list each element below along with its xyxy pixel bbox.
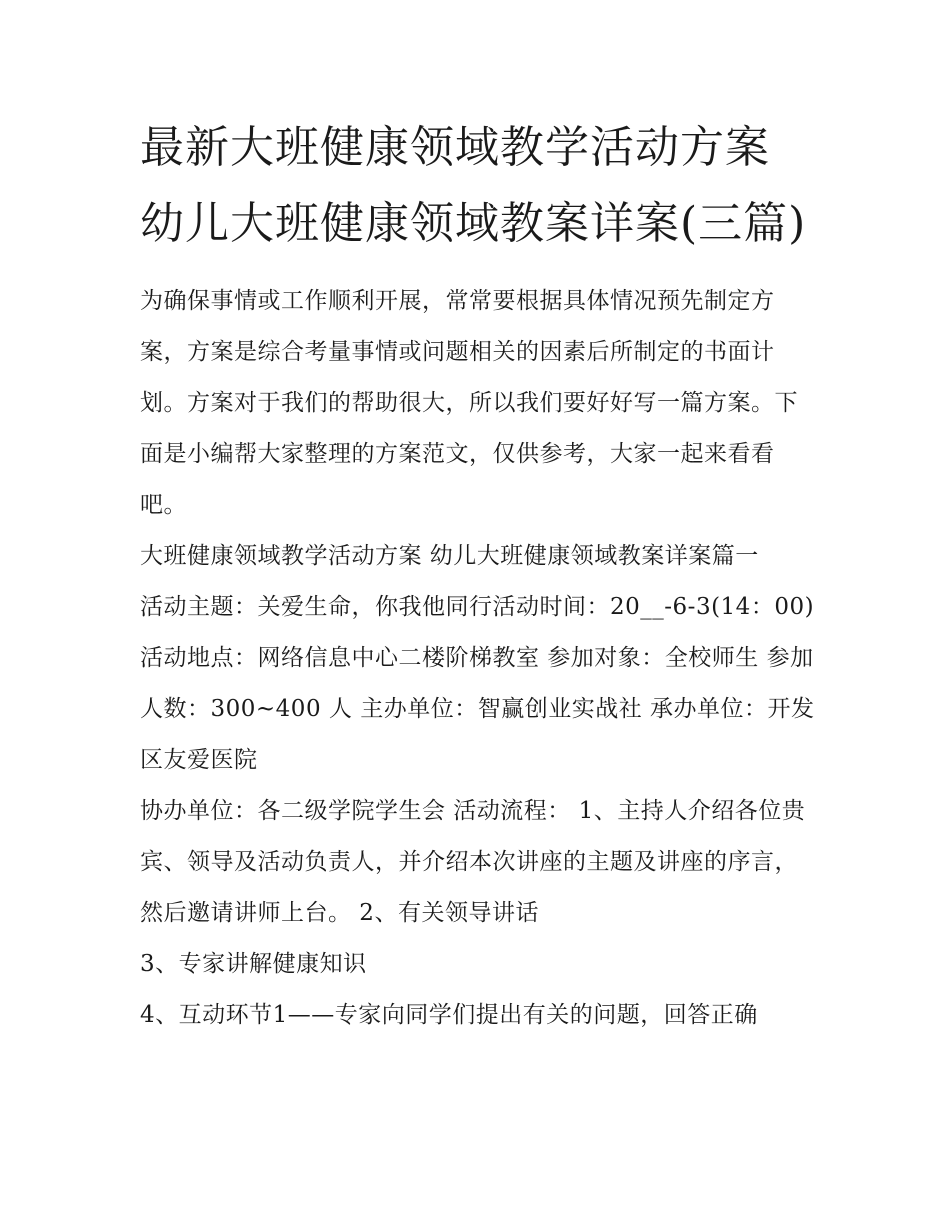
process-step-3: 3、专家讲解健康知识 (140, 951, 367, 977)
document-body (140, 110, 820, 1041)
activity-details-paragraph: 活动主题：关爱生命，你我他同行活动时间：20__-6-3(14：00)活动地点：网络信息中心二楼阶梯教室 参加对象：全校师生 参加人数：300~400 人 主办单位：智赢创业实战社 承办单位：开发区友爱医院 (140, 594, 815, 773)
section-heading: 大班健康领域教学活动方案 幼儿大班健康领域教案详案篇一 (140, 543, 759, 569)
document-title: 最新大班健康领域教学活动方案 幼儿大班健康领域教案详案(三篇) (140, 122, 807, 249)
activity-process-paragraph: 协办单位：各二级学院学生会 活动流程： 1、主持人介绍各位贵宾、领导及活动负责人，并介绍本次讲座的主题及讲座的序言，然后邀请讲师上台。 2、有关领导讲话 (140, 798, 806, 926)
intro-paragraph: 为确保事情或工作顺利开展，常常要根据具体情况预先制定方案，方案是综合考量事情或问题相关的因素后所制定的书面计划。方案对于我们的帮助很大，所以我们要好好写一篇方案。下面是小编帮大家整理的方案范文，仅供参考，大家一起来看看吧。 (140, 288, 798, 518)
process-step-4: 4、互动环节1——专家向同学们提出有关的问题，回答正确 (140, 1002, 758, 1028)
